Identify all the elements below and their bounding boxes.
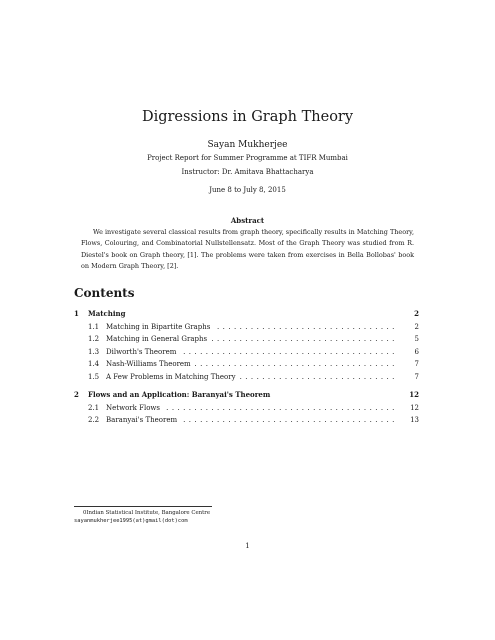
toc-number: 2: [74, 390, 79, 399]
toc-page: 13: [410, 416, 419, 424]
abstract-heading: Abstract: [230, 216, 265, 225]
toc-number: 1.3: [88, 347, 100, 356]
toc-label: Dilworth's Theorem . . .: [106, 346, 395, 359]
program-line: Project Report for Summer Programme at TIFR Mumbai: [147, 154, 348, 162]
toc-subsection[interactable]: [74, 402, 419, 415]
toc-page: 12: [410, 403, 419, 412]
toc-number: 1.4: [88, 360, 100, 368]
toc-label: Baranyai's Theorem . . .: [106, 414, 395, 427]
toc-section[interactable]: [74, 308, 419, 321]
toc-page: 7: [414, 372, 419, 381]
toc-subsection[interactable]: [74, 321, 419, 334]
toc-label: Nash-Williams Theorem . . .: [106, 358, 395, 371]
toc-label: Flows and an Application: Baranyai's Theorem: [88, 389, 395, 402]
toc-page: 2: [414, 322, 419, 331]
toc-page: 2: [414, 309, 419, 318]
contents-heading: Contents: [74, 286, 135, 300]
instructor-line: Instructor: Dr. Amitava Bhattacharya: [181, 168, 314, 176]
footnote-affiliation: 0Indian Statistical Institute, Bangalore Centre: [83, 510, 211, 516]
toc-subsection[interactable]: [74, 371, 419, 384]
toc-label: Matching: [88, 308, 395, 321]
date-line: June 8 to July 8, 2015: [209, 186, 286, 194]
toc-label: Matching in Bipartite Graphs . . .: [106, 321, 395, 334]
paper-title: Digressions in Graph Theory: [141, 109, 354, 125]
toc-subsection[interactable]: [74, 414, 419, 427]
toc-label: A Few Problems in Matching Theory . . .: [106, 371, 395, 384]
table-of-contents: [74, 308, 419, 427]
footnote-email: sayanmukherjee1995(at)gmail(dot)com: [74, 518, 188, 524]
toc-subsection[interactable]: [74, 333, 419, 346]
toc-number: 1.5: [88, 372, 100, 381]
toc-number: 1: [74, 309, 79, 318]
footnote-rule: [74, 506, 212, 507]
abstract-text: We investigate several classical results from graph theory, specifically results in Matching Theory, Flows, Colouring, and Combinatorial Nullstellensatz. Most of the Graph Theory was studied from R. Diestel's book on Graph theory, [1]. The problems were taken from exercises in Bella Bollobas' book on Modern Graph Theory, [2].: [81, 228, 414, 270]
toc-section[interactable]: [74, 389, 419, 402]
page-number: 1: [245, 542, 250, 550]
toc-subsection[interactable]: [74, 346, 419, 359]
toc-label: Network Flows . . .: [106, 402, 395, 415]
toc-page: 6: [414, 347, 419, 356]
toc-page: 5: [414, 335, 419, 343]
toc-number: 2.2: [88, 416, 100, 424]
toc-label: Matching in General Graphs . . .: [106, 333, 395, 346]
toc-number: 1.2: [88, 335, 100, 343]
toc-page: 7: [414, 360, 419, 368]
toc-subsection[interactable]: [74, 358, 419, 371]
toc-number: 2.1: [88, 403, 100, 412]
toc-page: 12: [409, 390, 419, 399]
toc-number: 1.1: [88, 322, 100, 331]
author-name: Sayan Mukherjee: [207, 140, 288, 150]
